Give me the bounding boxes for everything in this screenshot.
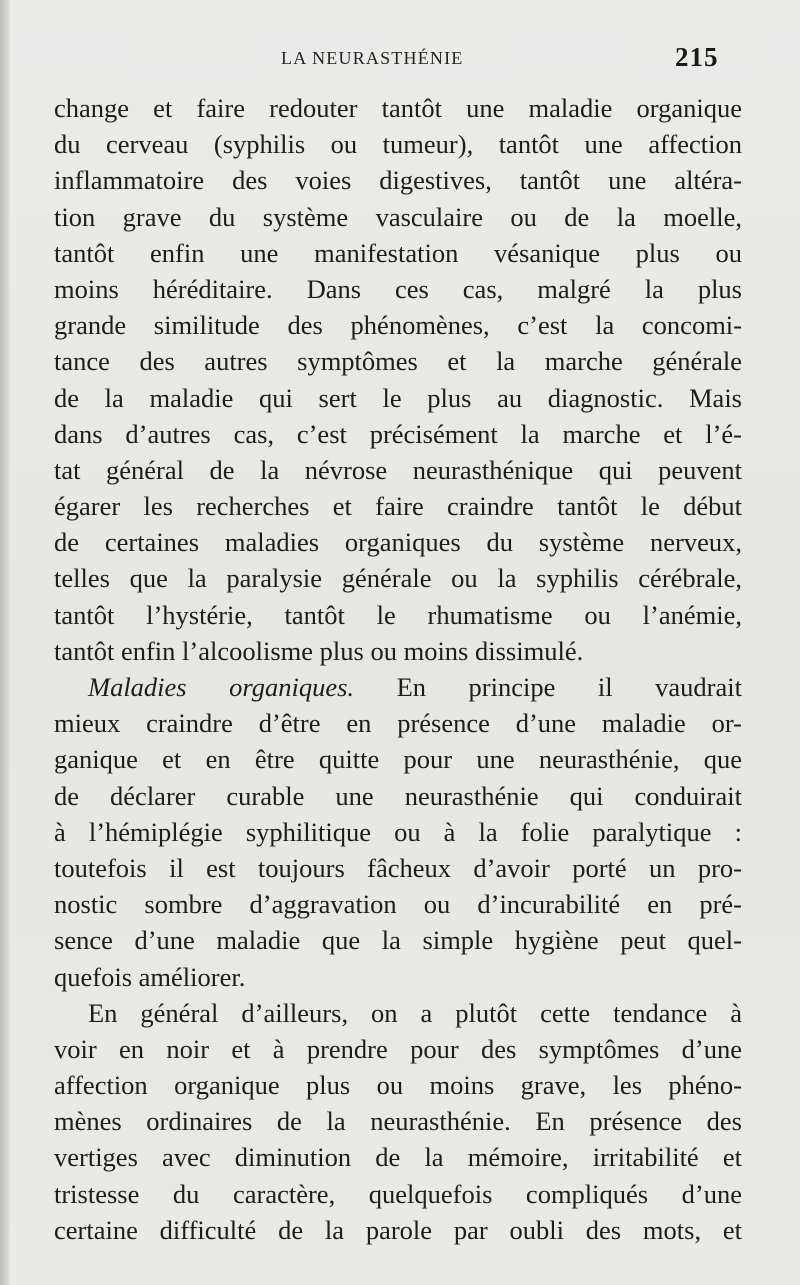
running-head: LA NEURASTHÉNIE (281, 48, 464, 68)
body-text (54, 90, 742, 1248)
text-line: tat général de la névrose neurasthénique qui peuvent (54, 454, 742, 485)
text-line: tance des autres symptômes et la marche générale (54, 346, 742, 377)
text-line: change et faire redouter tantôt une maladie organique (54, 93, 742, 123)
paragraph (54, 90, 742, 669)
text-line: mènes ordinaires de la neurasthénie. En présence des (54, 1106, 742, 1137)
text-line: de déclarer curable une neurasthénie qui conduirait (54, 780, 742, 811)
text-line: sence d’une maladie que la simple hygiène peut quel- (54, 925, 742, 956)
text-line: de la maladie qui sert le plus au diagnostic. Mais (54, 382, 742, 413)
page-edge-shadow (0, 0, 10, 1285)
text-line: dans d’autres cas, c’est précisément la marche et l’é- (54, 418, 742, 449)
text-line (54, 669, 742, 705)
text-line: tantôt l’hystérie, tantôt le rhumatisme ou l’anémie, (54, 599, 742, 630)
page-number: 215 (675, 42, 719, 72)
text-line: ganique et en être quitte pour une neurasthénie, que (54, 744, 742, 775)
text-line: tion grave du système vasculaire ou de la moelle, (54, 201, 742, 232)
text-line: égarer les recherches et faire craindre tantôt le début (54, 491, 742, 522)
text-line: de certaines maladies organiques du système nerveux, (54, 527, 742, 558)
text-line: mieux craindre d’être en présence d’une maladie or- (54, 708, 742, 739)
text-line: du cerveau (syphilis ou tumeur), tantôt une affection (54, 129, 742, 160)
text-line: tantôt enfin l’alcoolisme plus ou moins dissimulé. (54, 635, 584, 666)
text-line: En général d’ailleurs, on a plutôt cette tendance à (88, 997, 742, 1028)
text-line: affection organique plus ou moins grave, les phéno- (54, 1070, 742, 1101)
paragraph (54, 669, 742, 995)
text-line: à l’hémiplégie syphilitique ou à la folie paralytique : (54, 816, 742, 847)
text-line: voir en noir et à prendre pour des symptômes d’une (54, 1033, 742, 1064)
text-run: En principe il vaudrait (354, 672, 742, 702)
text-line: toutefois il est toujours fâcheux d’avoir porté un pro- (54, 852, 742, 883)
text-line: quefois améliorer. (54, 961, 246, 992)
text-line: inflammatoire des voies digestives, tantôt une altéra- (54, 165, 742, 196)
text-line: tantôt enfin une manifestation vésanique plus ou (54, 237, 742, 268)
text-line: nostic sombre d’aggravation ou d’incurabilité en pré- (54, 889, 742, 920)
text-line: vertiges avec diminution de la mémoire, irritabilité et (54, 1142, 742, 1173)
text-line: telles que la paralysie générale ou la syphilis cérébrale, (54, 563, 742, 594)
page-header (0, 40, 800, 76)
text-line: certaine difficulté de la parole par oubli des mots, et (54, 1214, 742, 1245)
text-line: tristesse du caractère, quelquefois compliqués d’une (54, 1178, 742, 1209)
paragraph (54, 995, 742, 1248)
text-line: grande similitude des phénomènes, c’est la concomi- (54, 310, 742, 341)
text-line: moins héréditaire. Dans ces cas, malgré la plus (54, 273, 742, 304)
section-run-in-title: Maladies organiques. (88, 672, 355, 702)
